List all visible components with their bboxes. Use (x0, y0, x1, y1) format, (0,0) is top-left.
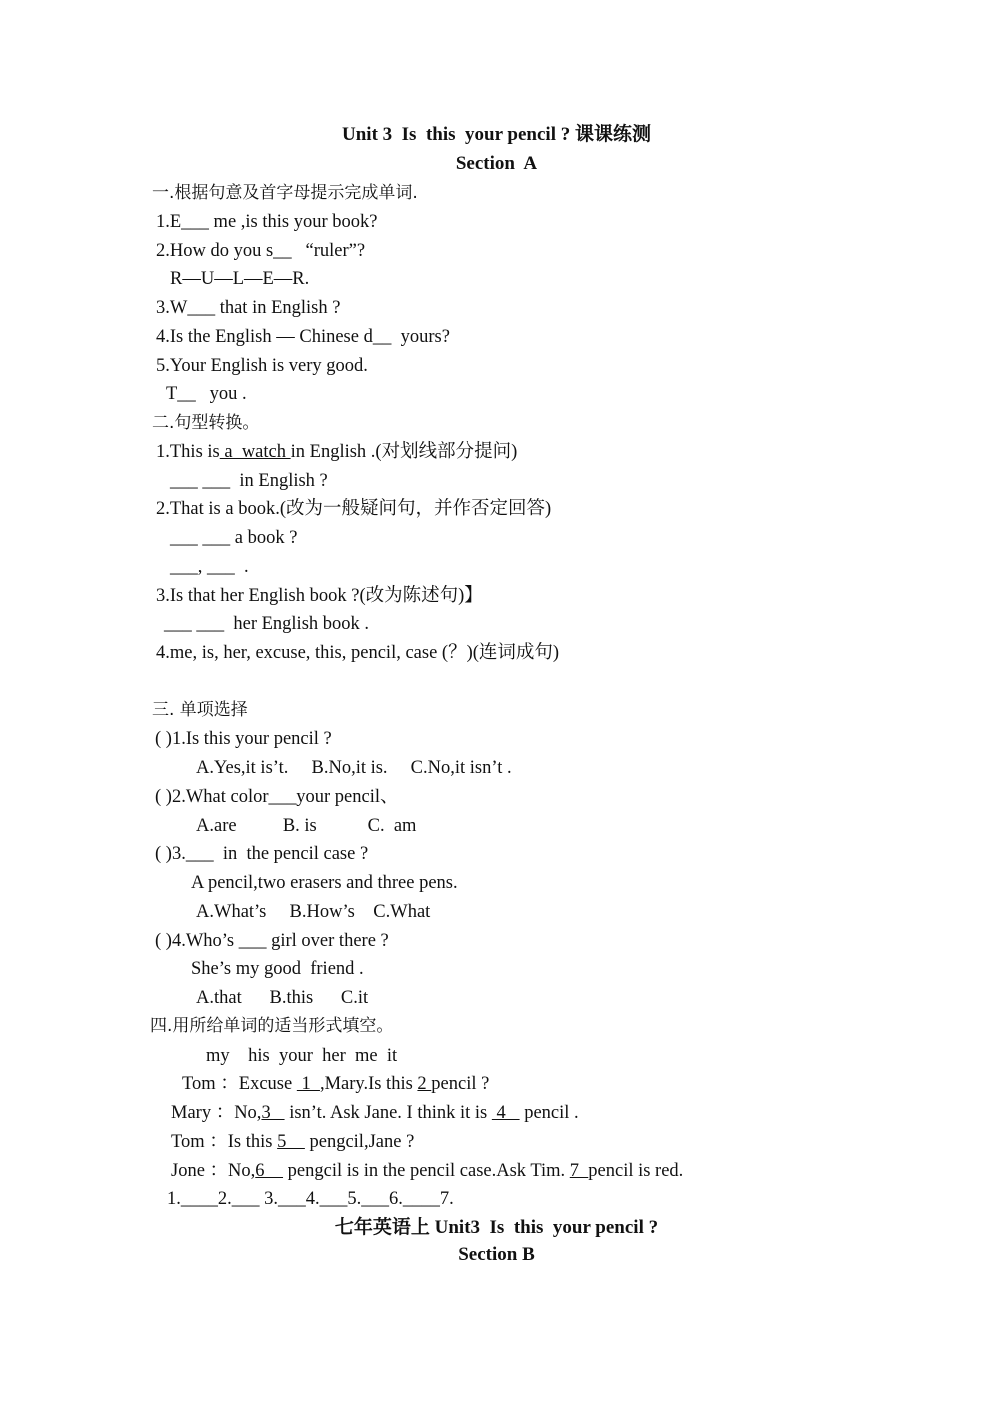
part1-line: T__ you . (166, 384, 247, 404)
part3-line: ( )2.What color___your pencil、 (155, 787, 399, 807)
blank-7: 7 (569, 1161, 589, 1181)
part3-line: A.Yes,it is’t. B.No,it is. C.No,it isn’t . (196, 758, 512, 778)
dialogue-text: ,Mary.Is this (319, 1074, 418, 1094)
dialogue-line (171, 1159, 683, 1183)
section-a-heading: Section A (455, 153, 538, 174)
part3-line: A.What’s B.How’s C.What (196, 902, 431, 922)
blank-6: 6 (255, 1161, 284, 1181)
word-bank: my his your her me it (206, 1046, 398, 1066)
part3-heading: 三. 单项选择 (152, 700, 248, 720)
part1-line: R—U—L—E—R. (170, 269, 310, 289)
dialogue-text: isn’t. Ask Jane. I think it is (284, 1103, 492, 1123)
part2-line: 4.me, is, her, excuse, this, pencil, case (？)(连词成句) (156, 643, 560, 663)
part3-line: A pencil,two erasers and three pens. (191, 873, 458, 893)
part3-line: She’s my good friend . (191, 959, 364, 979)
part3-line: ( )1.Is this your pencil ? (155, 729, 332, 749)
footer-title: 七年英语上 Unit3 Is this your pencil ? (334, 1217, 659, 1238)
part1-line: 4.Is the English — Chinese d__ yours? (156, 327, 450, 347)
dialogue-line (171, 1101, 579, 1125)
part2-line: 2.That is a book.(改为一般疑问句，并作否定回答) (156, 499, 552, 519)
blank-2: 2 (417, 1074, 432, 1094)
part1-line: 3.W___ that in English ? (156, 298, 341, 318)
dialogue-text: pengcil,Jane ? (304, 1132, 415, 1152)
part2-line: ___, ___ . (170, 557, 249, 577)
part2-heading: 二.句型转换。 (152, 413, 260, 433)
q1-suffix: in English .(对划线部分提问) (290, 442, 518, 462)
dialogue-text: Mary ：No, (171, 1103, 262, 1123)
dialogue-text: Tom ：Is this (171, 1132, 278, 1152)
dialogue-text: pencil is red. (588, 1161, 684, 1181)
part1-line: 1.E___ me ,is this your book? (156, 212, 378, 232)
q1-prefix: 1.This is (156, 442, 220, 462)
blank-3: 3 (261, 1103, 285, 1123)
dialogue-text: Tom ：Excuse (182, 1074, 297, 1094)
part1-heading: 一.根据句意及首字母提示完成单词. (152, 183, 418, 203)
section-b-heading: Section B (458, 1244, 535, 1265)
part2-line: ___ ___ in English ? (170, 471, 328, 491)
dialogue-text: pencil ? (431, 1074, 490, 1094)
q1-underlined-phrase: a watch (219, 442, 291, 462)
blank-5: 5 (277, 1132, 305, 1152)
part4-heading: 四.用所给单词的适当形式填空。 (150, 1016, 394, 1036)
page-title: Unit 3 Is this your pencil ? 课课练测 (342, 124, 651, 145)
part3-line: A.are B. is C. am (196, 816, 417, 836)
blank-1: 1 (296, 1074, 320, 1094)
part3-line: A.that B.this C.it (196, 988, 369, 1008)
part1-line: 2.How do you s__ “ruler”? (156, 241, 366, 261)
part2-line: ___ ___ her English book . (164, 614, 370, 634)
part2-line: 3.Is that her English book ?(改为陈述句)】 (156, 586, 483, 606)
dialogue-text: pengcil is in the pencil case.Ask Tim. (283, 1161, 570, 1181)
part3-line: ( )4.Who’s ___ girl over there ? (155, 931, 389, 951)
part3-line: ( )3.___ in the pencil case ? (155, 844, 369, 864)
part1-line: 5.Your English is very good. (156, 356, 368, 376)
dialogue-text: Jone ：No, (171, 1161, 256, 1181)
answer-line: 1.____2.___ 3.___4.___5.___6.____7. (167, 1189, 454, 1209)
dialogue-line (182, 1072, 489, 1096)
part2-question-1 (156, 440, 517, 464)
dialogue-line (171, 1130, 414, 1154)
dialogue-text: pencil . (519, 1103, 579, 1123)
part2-line: ___ ___ a book ? (170, 528, 298, 548)
blank-4: 4 (491, 1103, 520, 1123)
